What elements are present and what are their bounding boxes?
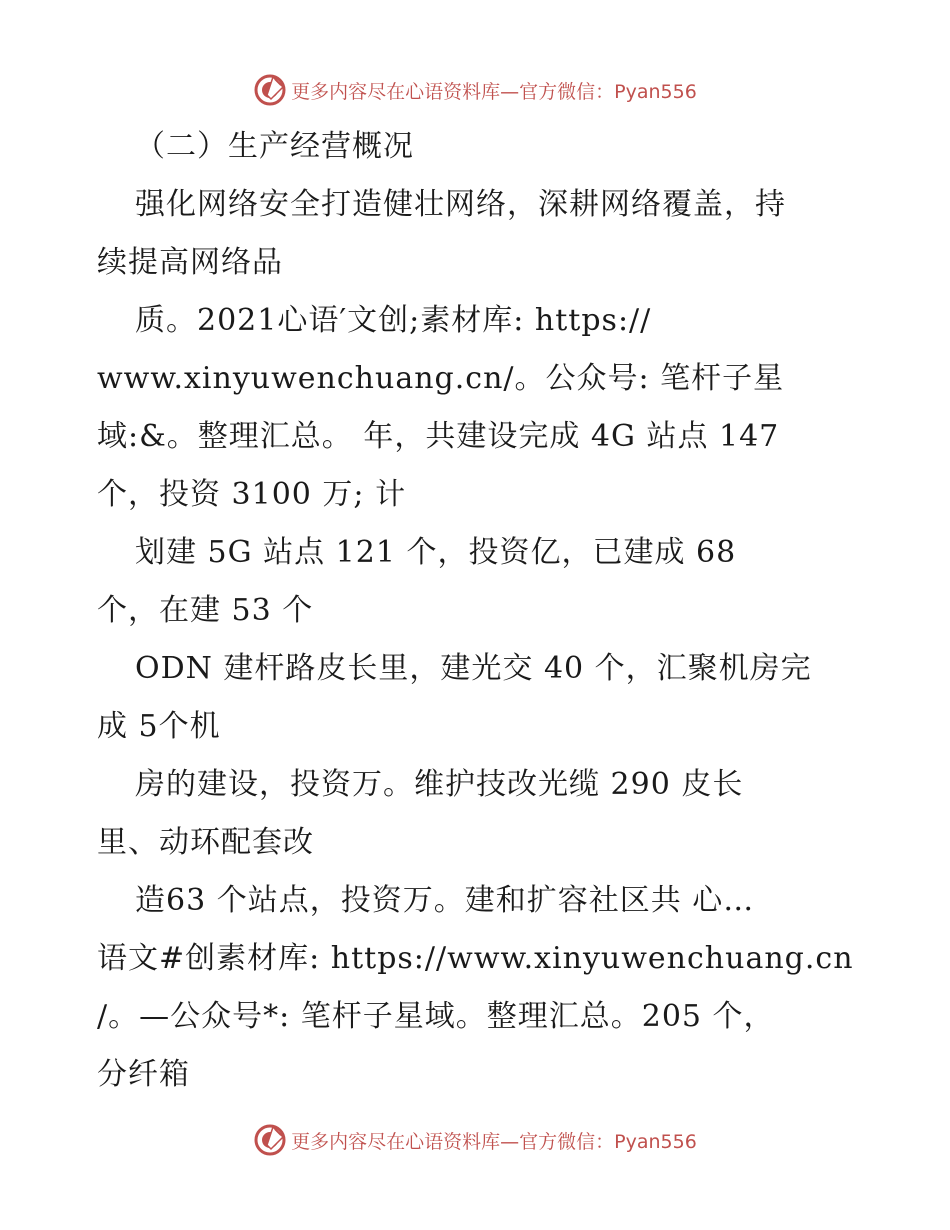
footer-watermark-text: 更多内容尽在心语资料库—官方微信：Pyan556: [291, 1130, 697, 1153]
paragraph-line: 个，投资 3100 万; 计: [97, 477, 407, 512]
brush-logo-icon: [253, 73, 287, 107]
paragraph-line: 造63 个站点，投资万。建和扩容社区共 心…: [135, 883, 755, 918]
paragraph-line: ODN 建杆路皮长里，建光交 40 个，汇聚机房完: [135, 651, 812, 686]
paragraph-line: 语文#创素材库: https://www.xinyuwenchuang.cn: [97, 941, 854, 976]
section-heading: （二）生产经营概况: [135, 129, 414, 164]
paragraph-line: 续提高网络品: [97, 245, 283, 280]
paragraph-line: 成 5个机: [97, 709, 221, 744]
paragraph-line: 强化网络安全打造健壮网络，深耕网络覆盖，持: [135, 187, 786, 222]
brush-logo-icon: [253, 1123, 287, 1157]
document-body: [97, 118, 867, 1104]
paragraph-line: 分纤箱: [97, 1057, 190, 1092]
paragraph-line: 里、动环配套改: [97, 825, 314, 860]
paragraph-line: 域:&。整理汇总。 年，共建设完成 4G 站点 147: [97, 419, 780, 454]
paragraph-line: 质。2021心语′文创;素材库: https://: [135, 303, 652, 338]
paragraph-line: 个，在建 53 个: [97, 593, 314, 628]
header-watermark-banner: [0, 70, 950, 110]
paragraph-line: www.xinyuwenchuang.cn/。公众号: 笔杆子星: [97, 361, 785, 396]
paragraph-line: /。—公众号*: 笔杆子星域。整理汇总。205 个，: [97, 999, 775, 1034]
footer-watermark-banner: [0, 1120, 950, 1160]
header-watermark-text: 更多内容尽在心语资料库—官方微信：Pyan556: [291, 80, 697, 103]
paragraph-line: 划建 5G 站点 121 个，投资亿，已建成 68: [135, 535, 737, 570]
paragraph-line: 房的建设，投资万。维护技改光缆 290 皮长: [135, 767, 744, 802]
